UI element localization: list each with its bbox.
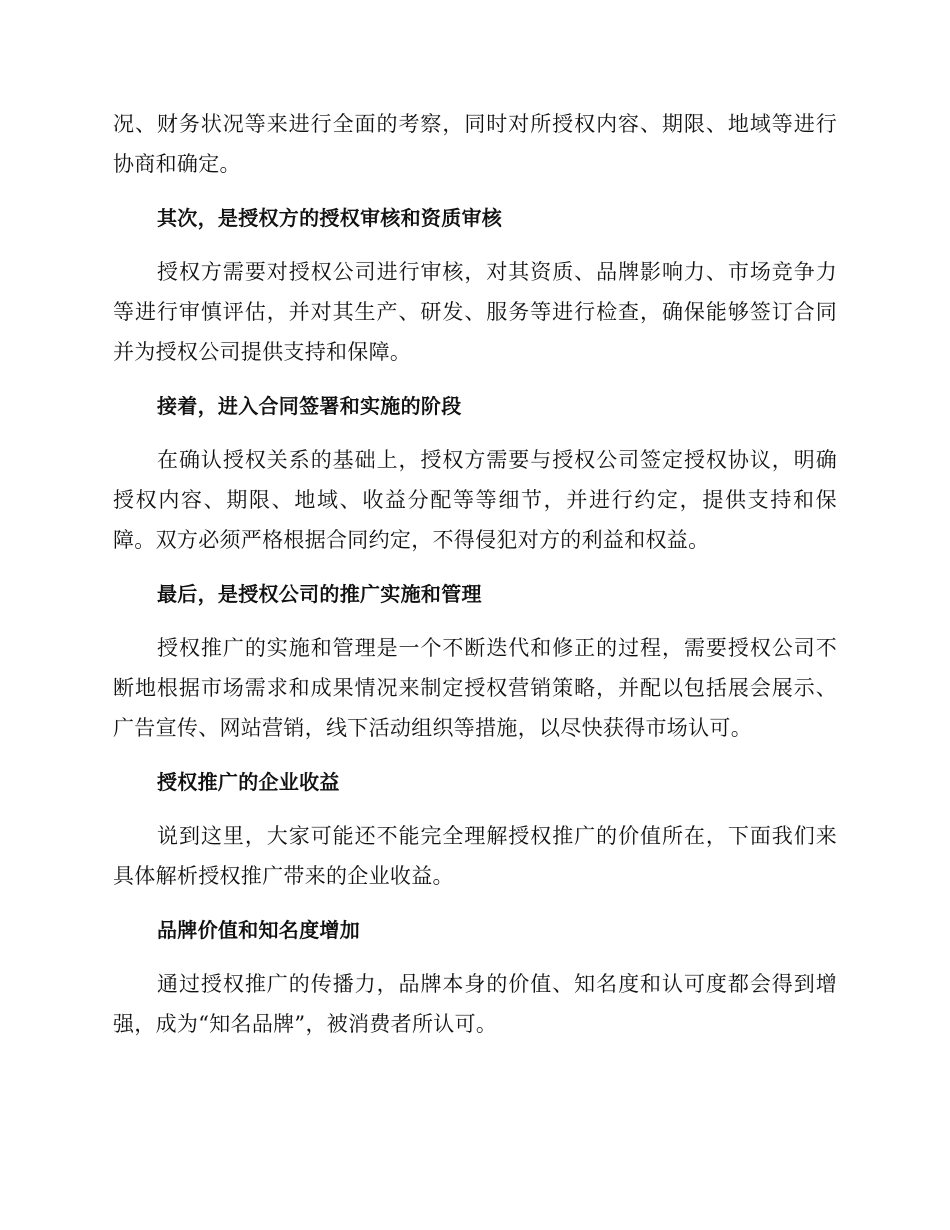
section-heading-brand-value: 品牌价值和知名度增加 [157,918,360,942]
section-heading-promotion: 最后，是授权公司的推广实施和管理 [157,582,482,606]
spacer [113,748,837,762]
paragraph-benefits: 说到这里，大家可能还不能完全理解授权推广的价值所在，下面我们来具体解析授权推广带来的企业收益。 [113,824,837,888]
paragraph-review: 授权方需要对授权公司进行审核，对其资质、品牌影响力、市场竞争力等进行审慎评估，并对其生产、研发、服务等进行检查，确保能够签订合同并为授权公司提供支持和保障。 [113,260,837,364]
section-heading-benefits: 授权推广的企业收益 [157,770,340,794]
paragraph-contract: 在确认授权关系的基础上，授权方需要与授权公司签定授权协议，明确授权内容、期限、地域、收益分配等等细节，并进行约定，提供支持和保障。双方必须严格根据合同约定，不得侵犯对方的利益和权益。 [113,448,837,552]
document-body [113,104,837,1044]
spacer [113,184,837,198]
spacer [113,802,837,816]
paragraph-intro-continued: 况、财务状况等来进行全面的考察，同时对所授权内容、期限、地域等进行协商和确定。 [113,112,837,176]
spacer [113,372,837,386]
spacer [113,426,837,440]
paragraph-brand-value: 通过授权推广的传播力，品牌本身的价值、知名度和认可度都会得到增强，成为“知名品牌”，被消费者所认可。 [113,972,837,1036]
paragraph-promotion: 授权推广的实施和管理是一个不断迭代和修正的过程，需要授权公司不断地根据市场需求和成果情况来制定授权营销策略，并配以包括展会展示、广告宣传、网站营销，线下活动组织等措施，以尽快获得市场认可。 [113,636,837,740]
section-heading-review: 其次，是授权方的授权审核和资质审核 [157,206,503,230]
spacer [113,950,837,964]
section-heading-contract: 接着，进入合同签署和实施的阶段 [157,394,462,418]
spacer [113,896,837,910]
spacer [113,238,837,252]
spacer [113,560,837,574]
spacer [113,614,837,628]
